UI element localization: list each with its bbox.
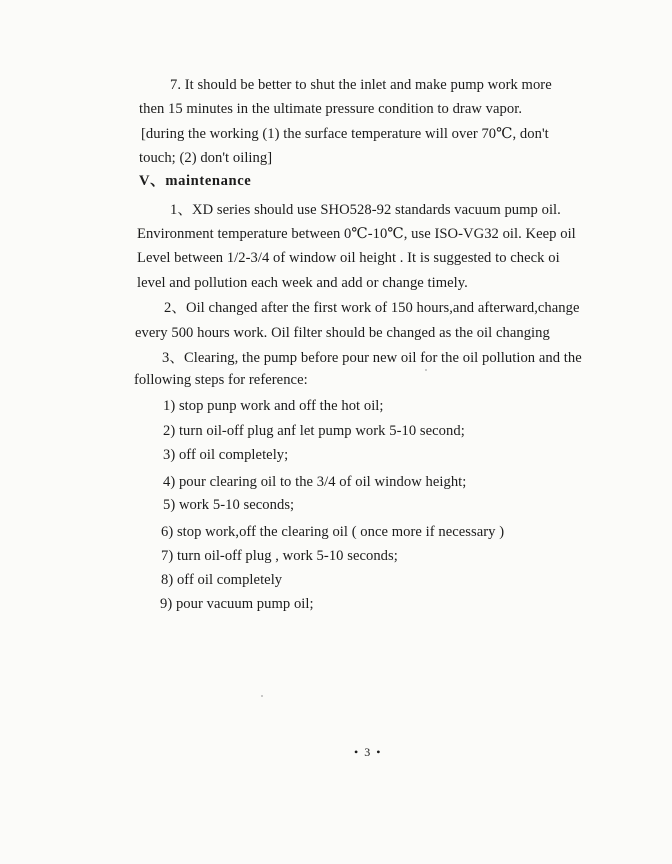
list-item: 5) work 5-10 seconds; (163, 497, 295, 513)
list-item: 4) pour clearing oil to the 3/4 of oil window height; (163, 474, 467, 490)
text-line: 3、Clearing, the pump before pour new oil for the oil pollution and the (162, 350, 582, 366)
list-item: 6) stop work,off the clearing oil ( once more if necessary ) (161, 524, 505, 540)
list-item: 1) stop punp work and off the hot oil; (163, 398, 384, 414)
text-line: then 15 minutes in the ultimate pressure condition to draw vapor. (139, 101, 523, 117)
list-item: 3) off oil completely; (163, 447, 289, 463)
text-line: Environment temperature between 0℃-10℃, use ISO-VG32 oil. Keep oil (137, 226, 576, 242)
section-heading: V、maintenance (139, 173, 252, 189)
page-number: • 3 • (354, 745, 382, 759)
text-line: every 500 hours work. Oil filter should be changed as the oil changing (135, 325, 550, 341)
text-line: touch; (2) don't oiling] (139, 150, 273, 166)
text-line: level and pollution each week and add or change timely. (137, 275, 468, 291)
list-item: 7) turn oil-off plug , work 5-10 seconds; (161, 548, 398, 564)
list-item: 8) off oil completely (161, 572, 283, 588)
text-line: 1、XD series should use SHO528-92 standards vacuum pump oil. (170, 202, 561, 218)
list-item: 9) pour vacuum pump oil; (160, 596, 314, 612)
text-line: 2、Oil changed after the first work of 150 hours,and afterward,change (164, 300, 580, 316)
text-line: [during the working (1) the surface temperature will over 70℃, don't (141, 126, 549, 142)
list-item: 2) turn oil-off plug anf let pump work 5-10 second; (163, 423, 465, 439)
text-line: following steps for reference: (134, 372, 308, 388)
scan-speck (261, 695, 263, 697)
scan-speck (425, 369, 427, 371)
text-line: 7. It should be better to shut the inlet and make pump work more (170, 77, 552, 93)
text-line: Level between 1/2-3/4 of window oil height . It is suggested to check oi (137, 250, 560, 266)
